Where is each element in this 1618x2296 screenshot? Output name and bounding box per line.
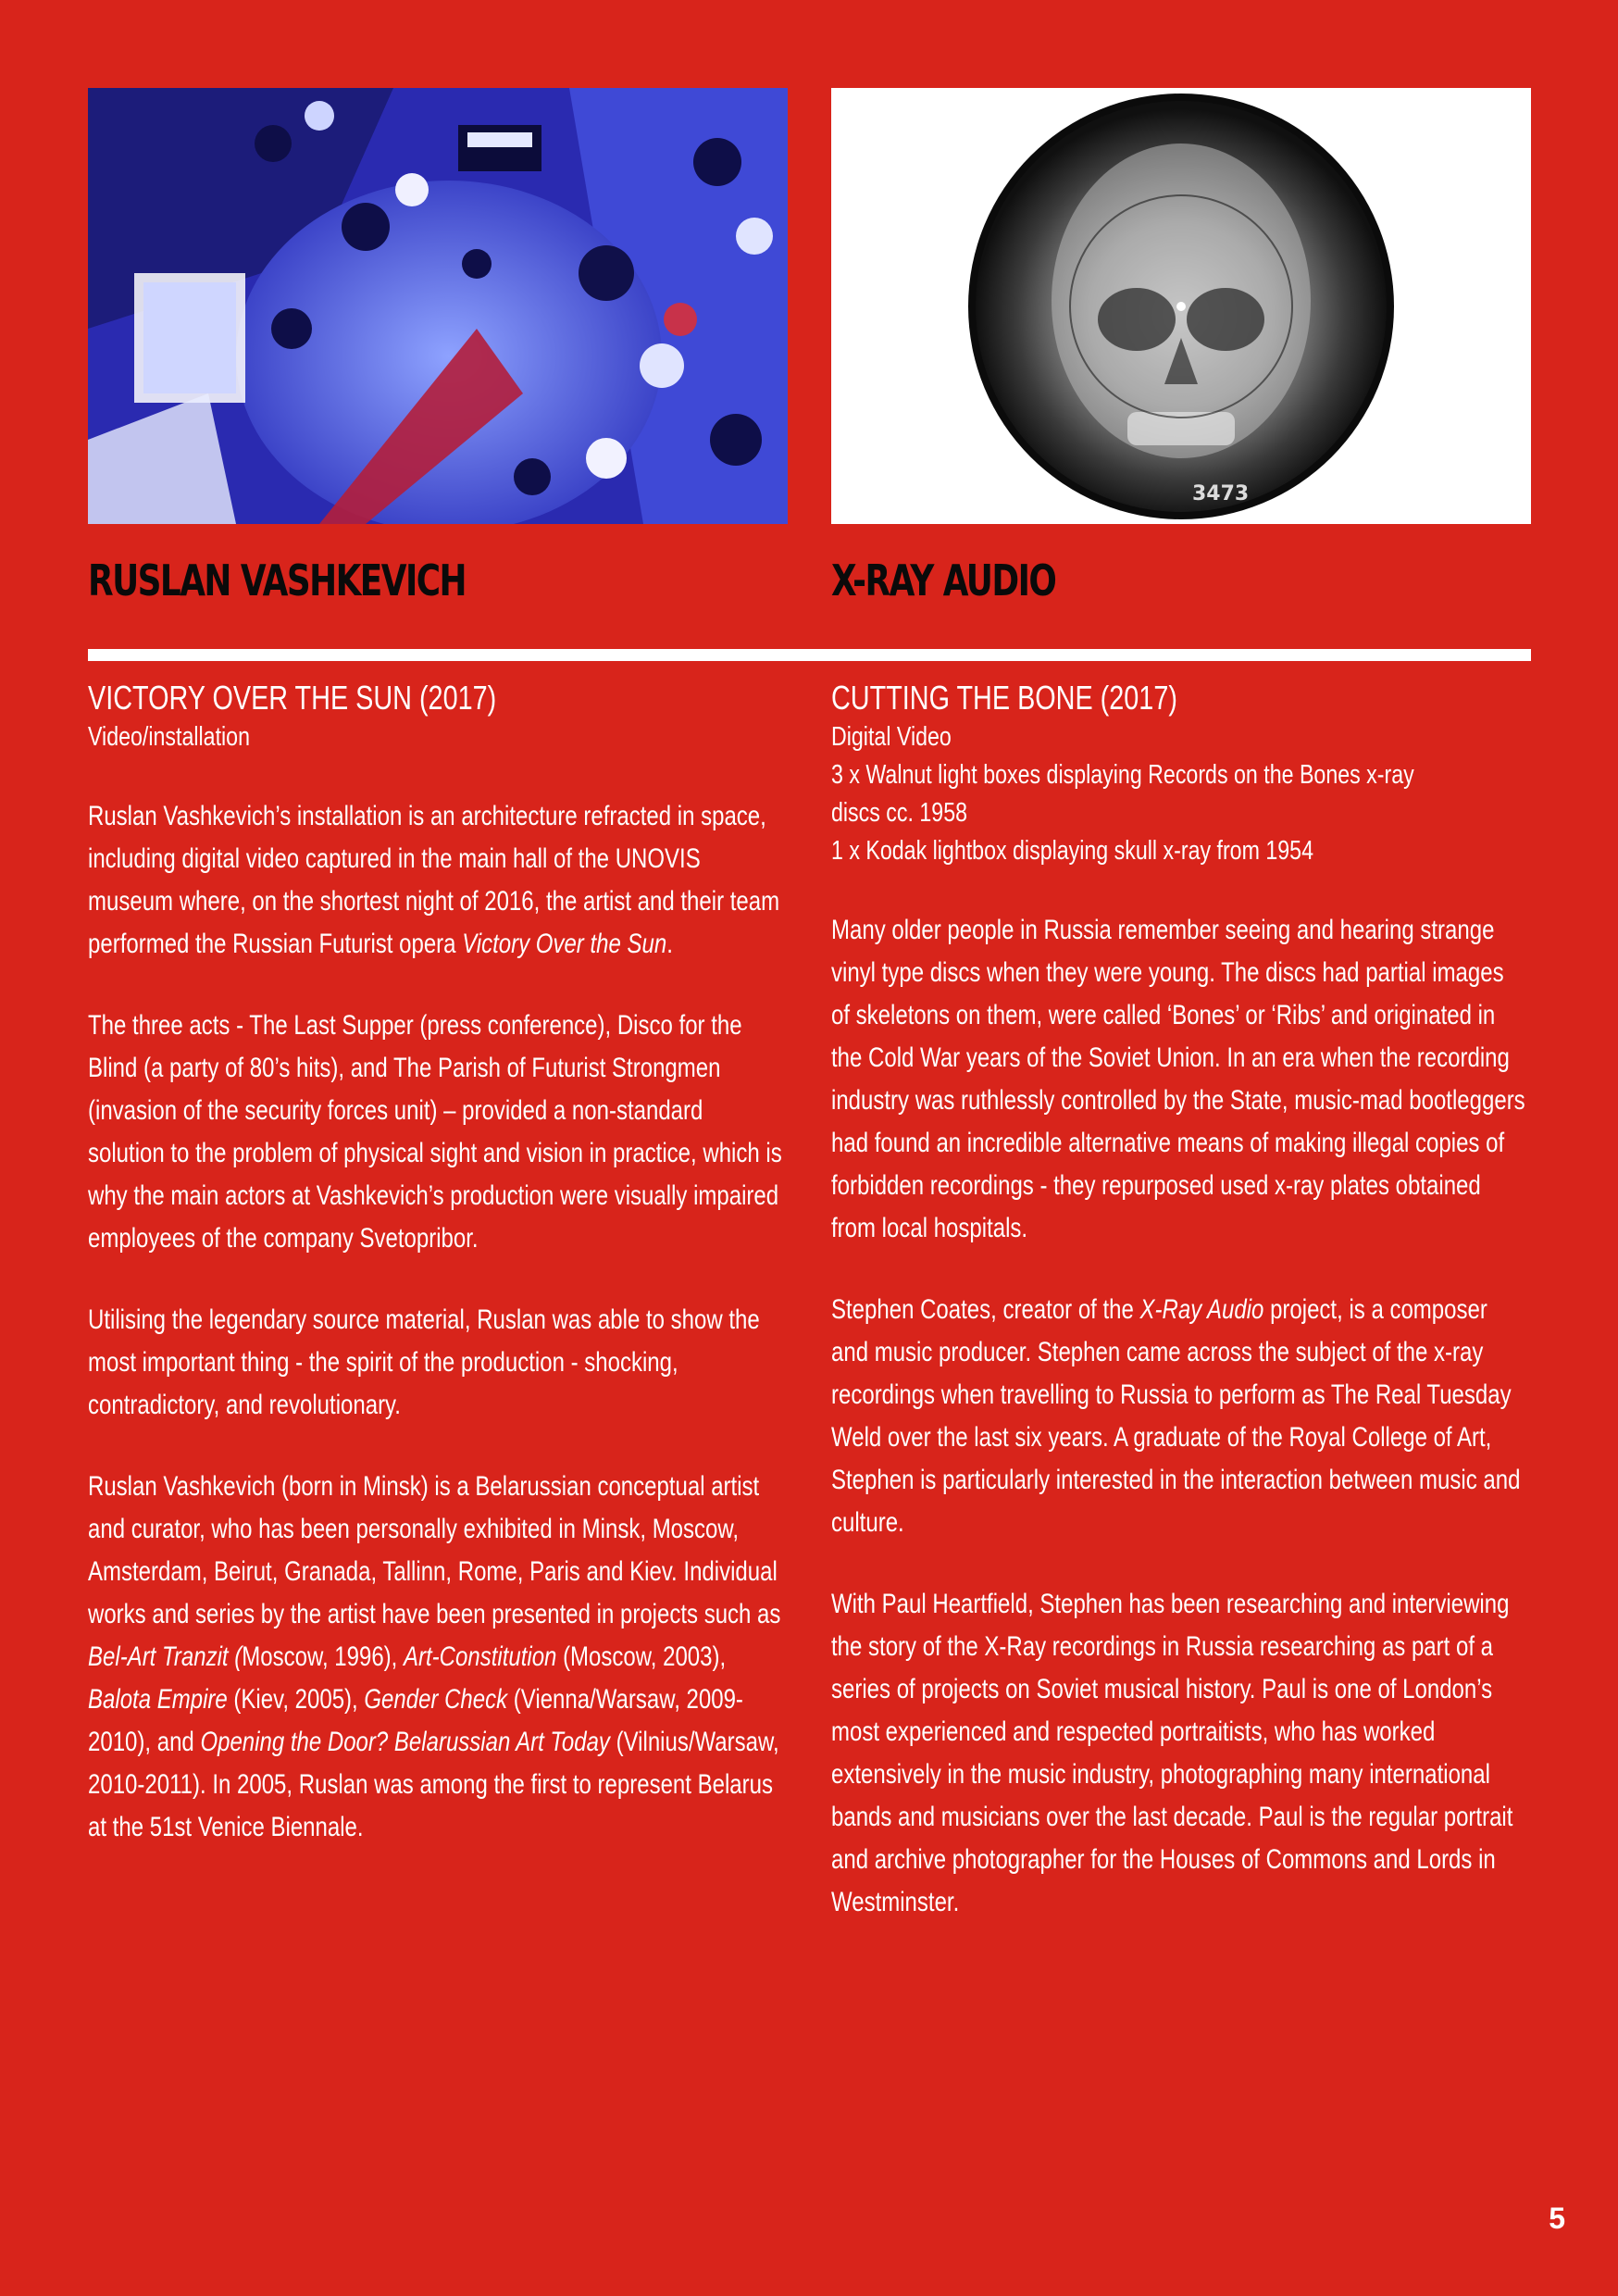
xray-disc-photo (831, 88, 1531, 524)
left-column (88, 678, 791, 1849)
left-paragraph-3: Utilising the legendary source material, Ruslan was able to show the most important thing - the spirit of the production - shocking, contradictory, and revolutionary. (88, 1304, 760, 1420)
performance-photo (88, 88, 788, 524)
right-paragraph-3: With Paul Heartfield, Stephen has been researching and interviewing the story of the X-Ray recordings in Russia researching as part of a series of projects on Soviet musical history. Paul is one of London’s most experienced and respected portraitists, who has worked extensively in the music industry, photographing many international bands and musicians over the last decade. Paul is the regular portrait and archive photographer for the Houses of Commons and Lords in Westminster. (831, 1589, 1513, 1917)
left-paragraph-4: Ruslan Vashkevich (born in Minsk) is a Belarussian conceptual artist and curator, who has been personally exhibited in Minsk, Moscow, Amsterdam, Beirut, Granada, Tallinn, Rome, Paris and Kiev. Individual works and series by the artist have been presented in projects such as Bel-Art Tranzit (Moscow, 1996), Art-Constitution (Moscow, 2003), Balota Empire (Kiev, 2005), Gender Check (Vienna/Warsaw, 2009-2010), and Opening the Door? Belarussian Art Today (Vilnius/Warsaw, 2010-2011). In 2005, Ruslan was among the first to represent Belarus at the 51st Venice Biennale. (88, 1471, 781, 1842)
right-column (831, 678, 1535, 1924)
left-paragraph-2: The three acts - The Last Supper (press conference), Disco for the Blind (a party of 80’s hits), and The Parish of Futurist Strongmen (invasion of the security forces unit) – provided a non-standard solution to the problem of physical sight and vision in practice, which is why the main actors at Vashkevich’s production were visually impaired employees of the company Svetopribor. (88, 1010, 782, 1254)
medium-left: Video/installation (88, 722, 250, 752)
left-paragraph-1: Ruslan Vashkevich’s installation is an architecture refracted in space, including digital video captured in the main hall of the UNOVIS museum where, on the shortest night of 2016, the artist and their team performed the Russian Futurist opera Victory Over the Sun. (88, 801, 780, 959)
section-divider (88, 649, 1531, 661)
right-paragraph-2: Stephen Coates, creator of the X-Ray Audio project, is a composer and music producer. Stephen came across the subject of the x-ray recordings when travelling to Russia to perform as The Real Tuesday Weld over the last six years. A graduate of the Royal College of Art, Stephen is particularly interested in the interaction between music and culture. (831, 1294, 1521, 1538)
medium-right: Digital Video (831, 722, 952, 752)
artist-name-left: RUSLAN VASHKEVICH (88, 555, 467, 605)
xray-disc-graphic (831, 88, 1531, 524)
disc-number-label: 3473 (1192, 482, 1250, 505)
detail-line-1a: 3 x Walnut light boxes displaying Records on the Bones x-ray (831, 760, 1414, 790)
performance-photo-graphic (88, 88, 788, 524)
artist-name-right: X-RAY AUDIO (831, 555, 1056, 605)
work-title-left: VICTORY OVER THE SUN (2017) (88, 679, 497, 717)
detail-line-2: 1 x Kodak lightbox displaying skull x-ray from 1954 (831, 836, 1313, 866)
right-paragraph-1: Many older people in Russia remember seeing and hearing strange vinyl type discs when they were young. The discs had partial images of skeletons on them, were called ‘Bones’ or ‘Ribs’ and originated in the Cold War years of the Soviet Union. In an era when the recording industry was ruthlessly controlled by the State, music-mad bootleggers had found an incredible alternative means of making illegal copies of forbidden recordings - they repurposed used x-ray plates obtained from local hospitals. (831, 915, 1525, 1243)
page-number: 5 (1549, 2202, 1565, 2235)
work-title-right: CUTTING THE BONE (2017) (831, 679, 1177, 717)
detail-line-1b: discs cc. 1958 (831, 798, 968, 828)
